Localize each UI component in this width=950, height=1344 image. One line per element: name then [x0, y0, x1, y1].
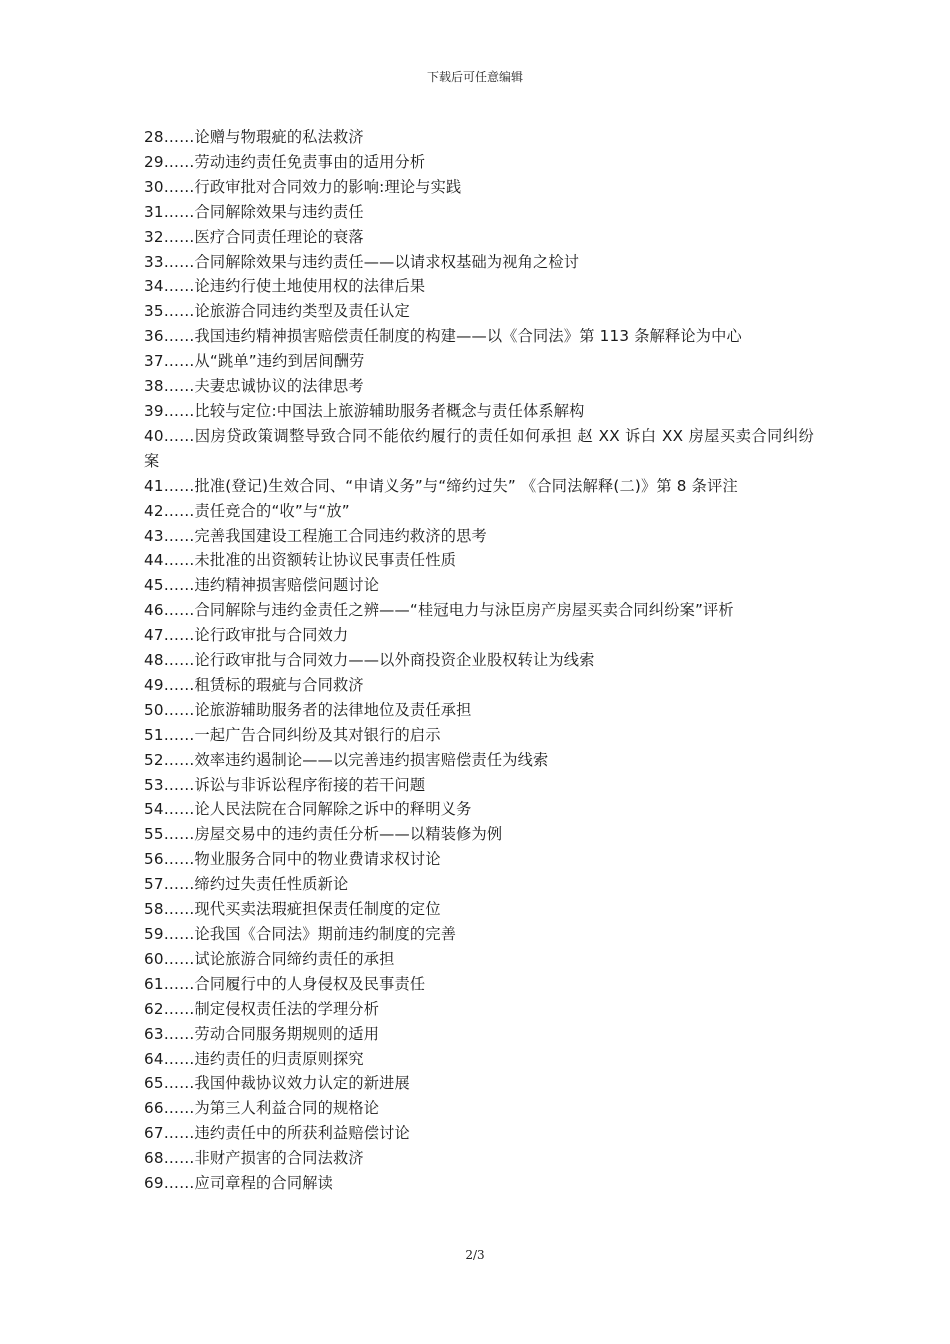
toc-item — [144, 972, 814, 997]
toc-item — [144, 872, 814, 897]
toc-item — [144, 499, 814, 524]
toc-item-text: 40……因房贷政策调整导致合同不能依约履行的责任如何承担 赵 XX 诉白 XX 房屋买卖合同纠纷案 — [144, 426, 814, 470]
toc-item-text: 46……合同解除与违约金责任之辨——“桂冠电力与泳臣房产房屋买卖合同纠纷案”评析 — [144, 601, 734, 620]
toc-item — [144, 723, 814, 748]
toc-item — [144, 698, 814, 723]
toc-item-text: 53……诉讼与非诉讼程序衔接的若干问题 — [144, 775, 426, 794]
toc-item — [144, 125, 814, 150]
toc-item — [144, 424, 814, 474]
toc-item — [144, 797, 814, 822]
toc-item-text: 65……我国仲裁协议效力认定的新进展 — [144, 1074, 410, 1093]
toc-item — [144, 1096, 814, 1121]
toc-item — [144, 250, 814, 275]
toc-item-text: 58……现代买卖法瑕疵担保责任制度的定位 — [144, 900, 441, 919]
toc-item — [144, 947, 814, 972]
toc-item-text: 47……论行政审批与合同效力 — [144, 626, 349, 645]
toc-item-text: 66……为第三人利益合同的规格论 — [144, 1099, 380, 1118]
toc-item — [144, 474, 814, 499]
toc-item — [144, 175, 814, 200]
toc-item-text: 38……夫妻忠诚协议的法律思考 — [144, 377, 364, 396]
toc-item — [144, 847, 814, 872]
toc-item — [144, 1171, 814, 1196]
toc-item-text: 30……行政审批对合同效力的影响:理论与实践 — [144, 177, 462, 196]
toc-item-text: 54……论人民法院在合同解除之诉中的释明义务 — [144, 800, 472, 819]
toc-item — [144, 548, 814, 573]
toc-item — [144, 1047, 814, 1072]
page-header: 下载后可任意编辑 — [426, 70, 523, 84]
toc-item-text: 63……劳动合同服务期规则的适用 — [144, 1024, 380, 1043]
toc-item-text: 55……房屋交易中的违约责任分析——以精装修为例 — [144, 825, 503, 844]
toc-item-text: 34……论违约行使土地使用权的法律后果 — [144, 277, 426, 296]
toc-item-text: 43……完善我国建设工程施工合同违约救济的思考 — [144, 526, 487, 545]
toc-item — [144, 1071, 814, 1096]
toc-item — [144, 374, 814, 399]
toc-item-text: 51……一起广告合同纠纷及其对银行的启示 — [144, 725, 441, 744]
toc-item — [144, 225, 814, 250]
toc-item — [144, 673, 814, 698]
toc-item-text: 68……非财产损害的合同法救济 — [144, 1149, 364, 1168]
toc-item-text: 48……论行政审批与合同效力——以外商投资企业股权转让为线索 — [144, 651, 595, 670]
toc-item — [144, 200, 814, 225]
toc-item-text: 37……从“跳单”违约到居间酬劳 — [144, 352, 365, 371]
toc-item — [144, 1121, 814, 1146]
page-number: 2/3 — [465, 1248, 485, 1262]
toc-list — [144, 125, 814, 1196]
toc-item — [144, 748, 814, 773]
toc-item — [144, 573, 814, 598]
toc-item — [144, 399, 814, 424]
toc-item — [144, 299, 814, 324]
toc-item-text: 62……制定侵权责任法的学理分析 — [144, 999, 380, 1018]
toc-item-text: 45……违约精神损害赔偿问题讨论 — [144, 576, 380, 595]
toc-item — [144, 349, 814, 374]
toc-item — [144, 648, 814, 673]
toc-item-text: 41……批准(登记)生效合同、“申请义务”与“缔约过失” 《合同法解释(二)》第 8 条评注 — [144, 476, 738, 495]
toc-item-text: 49……租赁标的瑕疵与合同救济 — [144, 675, 364, 694]
toc-item-text: 29……劳动违约责任免责事由的适用分析 — [144, 152, 426, 171]
toc-item-text: 35……论旅游合同违约类型及责任认定 — [144, 302, 410, 321]
toc-item-text: 36……我国违约精神损害赔偿责任制度的构建——以《合同法》第 113 条解释论为中心 — [144, 327, 742, 346]
toc-item-text: 61……合同履行中的人身侵权及民事责任 — [144, 974, 426, 993]
toc-item — [144, 598, 814, 623]
toc-item-text: 69……应司章程的合同解读 — [144, 1174, 333, 1193]
toc-item-text: 56……物业服务合同中的物业费请求权讨论 — [144, 850, 441, 869]
toc-item — [144, 773, 814, 798]
toc-item — [144, 324, 814, 349]
toc-item — [144, 922, 814, 947]
toc-item — [144, 997, 814, 1022]
toc-item — [144, 524, 814, 549]
toc-item-text: 42……责任竞合的“收”与“放” — [144, 501, 350, 520]
toc-item-text: 39……比较与定位:中国法上旅游辅助服务者概念与责任体系解构 — [144, 401, 585, 420]
toc-item — [144, 1022, 814, 1047]
toc-item-text: 32……医疗合同责任理论的衰落 — [144, 227, 364, 246]
toc-item — [144, 274, 814, 299]
toc-item — [144, 623, 814, 648]
toc-item-text: 67……违约责任中的所获利益赔偿讨论 — [144, 1124, 410, 1143]
toc-item-text: 44……未批准的出资额转让协议民事责任性质 — [144, 551, 457, 570]
toc-item-text: 52……效率违约遏制论——以完善违约损害赔偿责任为线索 — [144, 750, 549, 769]
toc-item-text: 57……缔约过失责任性质新论 — [144, 875, 349, 894]
toc-item — [144, 150, 814, 175]
toc-item — [144, 822, 814, 847]
toc-item — [144, 897, 814, 922]
toc-item-text: 31……合同解除效果与违约责任 — [144, 202, 364, 221]
toc-item-text: 50……论旅游辅助服务者的法律地位及责任承担 — [144, 700, 472, 719]
toc-item-text: 64……违约责任的归责原则探究 — [144, 1049, 364, 1068]
toc-item — [144, 1146, 814, 1171]
toc-item-text: 59……论我国《合同法》期前违约制度的完善 — [144, 925, 457, 943]
toc-item-text: 33……合同解除效果与违约责任——以请求权基础为视角之检讨 — [144, 252, 580, 271]
toc-item-text: 28……论赠与物瑕疵的私法救济 — [144, 128, 364, 146]
toc-item-text: 60……试论旅游合同缔约责任的承担 — [144, 949, 395, 968]
